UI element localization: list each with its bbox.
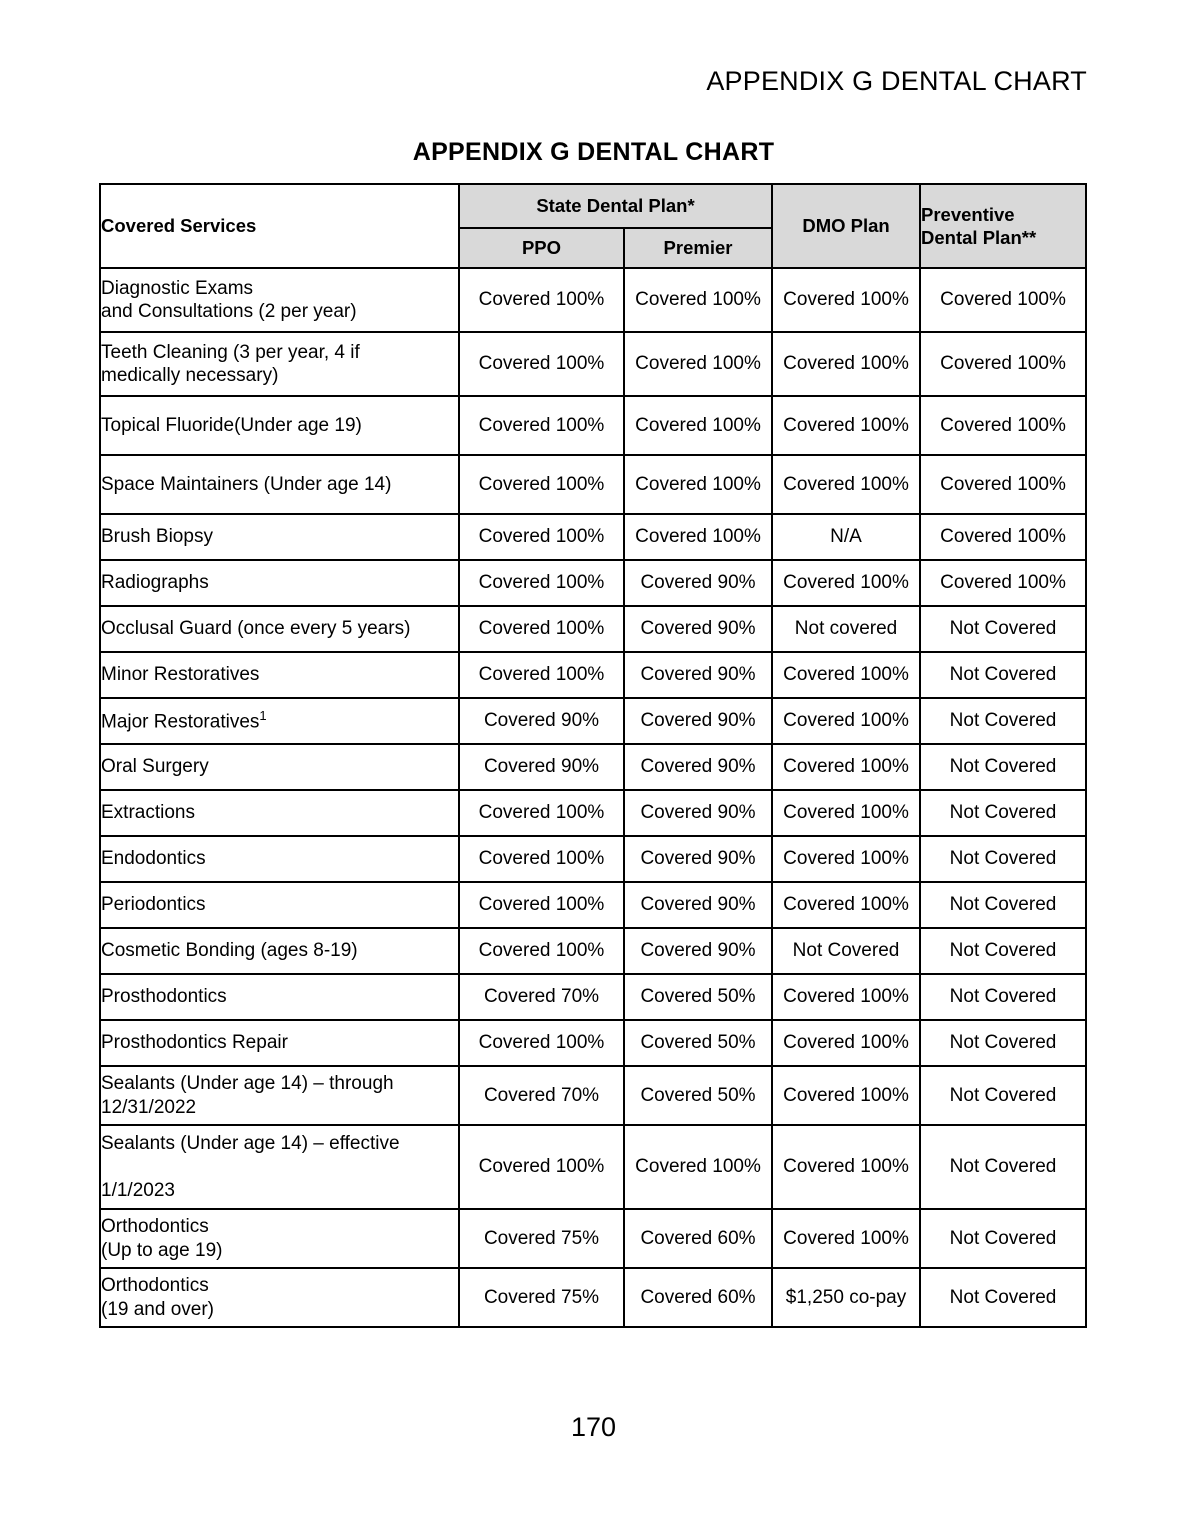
cell-ppo: Covered 100% [459, 836, 624, 882]
column-header-premier: Premier [624, 228, 772, 268]
dental-chart-table [99, 183, 1087, 1328]
cell-dmo: Covered 100% [772, 698, 920, 744]
cell-preventive: Not Covered [920, 974, 1086, 1020]
table-row [100, 882, 1086, 928]
cell-dmo: Covered 100% [772, 836, 920, 882]
preventive-header-line-1: Preventive [921, 203, 1015, 225]
cell-dmo: Not Covered [772, 928, 920, 974]
table-row [100, 560, 1086, 606]
service-line-1: Orthodontics [101, 1216, 209, 1238]
table-row [100, 514, 1086, 560]
table-row [100, 1020, 1086, 1066]
cell-dmo: Covered 100% [772, 332, 920, 396]
table-row [100, 698, 1086, 744]
cell-premier: Covered 90% [624, 836, 772, 882]
running-header: APPENDIX G DENTAL CHART [706, 66, 1087, 96]
cell-premier: Covered 90% [624, 606, 772, 652]
cell-preventive: Covered 100% [920, 268, 1086, 332]
table-body [100, 268, 1086, 1327]
cell-ppo: Covered 100% [459, 928, 624, 974]
row-service-name: Oral Surgery [100, 744, 459, 790]
column-header-dmo-plan: DMO Plan [772, 184, 920, 268]
cell-preventive: Covered 100% [920, 332, 1086, 396]
cell-dmo: Covered 100% [772, 652, 920, 698]
cell-premier: Covered 100% [624, 332, 772, 396]
cell-preventive: Not Covered [920, 1209, 1086, 1268]
preventive-header-line-2: Dental Plan** [921, 227, 1037, 248]
cell-preventive: Not Covered [920, 606, 1086, 652]
row-service-name [100, 698, 459, 744]
cell-ppo: Covered 100% [459, 560, 624, 606]
row-service-name: Occlusal Guard (once every 5 years) [100, 606, 459, 652]
cell-ppo: Covered 75% [459, 1268, 624, 1327]
cell-premier: Covered 100% [624, 268, 772, 332]
cell-dmo: Covered 100% [772, 455, 920, 514]
cell-premier: Covered 90% [624, 560, 772, 606]
cell-premier: Covered 60% [624, 1209, 772, 1268]
row-service-name: Minor Restoratives [100, 652, 459, 698]
row-service-name: Radiographs [100, 560, 459, 606]
cell-preventive: Not Covered [920, 652, 1086, 698]
cell-dmo: Covered 100% [772, 974, 920, 1020]
service-line-2: (19 and over) [101, 1298, 215, 1320]
service-line-2: 1/1/2023 [101, 1179, 175, 1201]
service-line-1: Sealants (Under age 14) – effective [101, 1133, 400, 1155]
table-row [100, 790, 1086, 836]
cell-dmo: $1,250 co-pay [772, 1268, 920, 1327]
cell-preventive: Not Covered [920, 1125, 1086, 1209]
table-row [100, 1125, 1086, 1209]
page-title: APPENDIX G DENTAL CHART [412, 138, 775, 166]
cell-dmo: Covered 100% [772, 268, 920, 332]
cell-preventive: Not Covered [920, 836, 1086, 882]
cell-ppo: Covered 90% [459, 744, 624, 790]
column-header-covered-services: Covered Services [100, 184, 459, 268]
column-header-ppo: PPO [459, 228, 624, 268]
cell-ppo: Covered 100% [459, 790, 624, 836]
table-row [100, 928, 1086, 974]
cell-ppo: Covered 70% [459, 974, 624, 1020]
row-service-name: Brush Biopsy [100, 514, 459, 560]
cell-ppo: Covered 90% [459, 698, 624, 744]
table-row [100, 396, 1086, 455]
row-service-name: Topical Fluoride(Under age 19) [100, 396, 459, 455]
cell-preventive: Covered 100% [920, 560, 1086, 606]
table-row [100, 744, 1086, 790]
cell-ppo: Covered 75% [459, 1209, 624, 1268]
cell-ppo: Covered 100% [459, 1125, 624, 1209]
cell-dmo: Covered 100% [772, 744, 920, 790]
row-service-name [100, 1066, 459, 1125]
cell-preventive: Not Covered [920, 882, 1086, 928]
cell-dmo: Covered 100% [772, 882, 920, 928]
cell-premier: Covered 50% [624, 1020, 772, 1066]
row-service-name [100, 1125, 459, 1209]
cell-dmo: Covered 100% [772, 1209, 920, 1268]
row-service-name: Space Maintainers (Under age 14) [100, 455, 459, 514]
service-line-1: Orthodontics [101, 1275, 209, 1297]
footnote-marker: 1 [259, 708, 267, 724]
cell-premier: Covered 60% [624, 1268, 772, 1327]
cell-preventive: Not Covered [920, 790, 1086, 836]
cell-preventive: Not Covered [920, 1066, 1086, 1125]
cell-ppo: Covered 100% [459, 332, 624, 396]
cell-premier: Covered 50% [624, 1066, 772, 1125]
page-number: 170 [570, 1412, 617, 1442]
service-line-2: and Consultations (2 per year) [101, 301, 357, 322]
table-header-row-1 [100, 184, 1086, 228]
table-row [100, 268, 1086, 332]
table-header [100, 184, 1086, 268]
cell-dmo: Covered 100% [772, 1125, 920, 1209]
cell-dmo: Covered 100% [772, 396, 920, 455]
cell-ppo: Covered 100% [459, 268, 624, 332]
cell-premier: Covered 100% [624, 514, 772, 560]
table-row [100, 332, 1086, 396]
row-service-name: Extractions [100, 790, 459, 836]
service-line-2: 12/31/2022 [101, 1096, 197, 1118]
cell-ppo: Covered 100% [459, 455, 624, 514]
row-service-name [100, 332, 459, 396]
cell-premier: Covered 90% [624, 744, 772, 790]
row-service-name: Endodontics [100, 836, 459, 882]
column-header-preventive-dental-plan [920, 184, 1086, 268]
cell-preventive: Not Covered [920, 1020, 1086, 1066]
cell-dmo: Covered 100% [772, 790, 920, 836]
row-service-name: Prosthodontics Repair [100, 1020, 459, 1066]
table-row [100, 455, 1086, 514]
table-row [100, 652, 1086, 698]
row-service-name [100, 1209, 459, 1268]
cell-preventive: Not Covered [920, 928, 1086, 974]
cell-ppo: Covered 100% [459, 882, 624, 928]
table-row [100, 1066, 1086, 1125]
cell-premier: Covered 100% [624, 455, 772, 514]
table-row [100, 836, 1086, 882]
table-row [100, 606, 1086, 652]
cell-preventive: Covered 100% [920, 455, 1086, 514]
row-service-name [100, 268, 459, 332]
cell-ppo: Covered 100% [459, 1020, 624, 1066]
table-row [100, 1209, 1086, 1268]
row-service-name: Prosthodontics [100, 974, 459, 1020]
service-line-1: Major Restoratives [101, 711, 260, 733]
cell-ppo: Covered 100% [459, 606, 624, 652]
cell-premier: Covered 90% [624, 652, 772, 698]
cell-preventive: Not Covered [920, 698, 1086, 744]
dental-chart-table-wrapper [99, 183, 1085, 1328]
cell-ppo: Covered 100% [459, 396, 624, 455]
cell-premier: Covered 100% [624, 1125, 772, 1209]
service-line-2: medically necessary) [101, 365, 279, 386]
cell-premier: Covered 90% [624, 698, 772, 744]
cell-dmo: Covered 100% [772, 1020, 920, 1066]
cell-preventive: Covered 100% [920, 514, 1086, 560]
table-row [100, 1268, 1086, 1327]
cell-preventive: Not Covered [920, 744, 1086, 790]
service-line-1: Diagnostic Exams [101, 277, 254, 299]
cell-premier: Covered 90% [624, 882, 772, 928]
cell-dmo: Not covered [772, 606, 920, 652]
cell-premier: Covered 90% [624, 790, 772, 836]
cell-premier: Covered 90% [624, 928, 772, 974]
row-service-name [100, 1268, 459, 1327]
cell-premier: Covered 50% [624, 974, 772, 1020]
cell-dmo: Covered 100% [772, 560, 920, 606]
row-service-name: Periodontics [100, 882, 459, 928]
table-row [100, 974, 1086, 1020]
service-line-1: Teeth Cleaning (3 per year, 4 if [101, 341, 360, 363]
cell-dmo: Covered 100% [772, 1066, 920, 1125]
cell-preventive: Covered 100% [920, 396, 1086, 455]
cell-premier: Covered 100% [624, 396, 772, 455]
cell-ppo: Covered 100% [459, 514, 624, 560]
row-service-name: Cosmetic Bonding (ages 8-19) [100, 928, 459, 974]
cell-dmo: N/A [772, 514, 920, 560]
cell-preventive: Not Covered [920, 1268, 1086, 1327]
cell-ppo: Covered 100% [459, 652, 624, 698]
service-line-1: Sealants (Under age 14) – through [101, 1073, 394, 1095]
cell-ppo: Covered 70% [459, 1066, 624, 1125]
column-header-state-dental-plan: State Dental Plan* [459, 184, 772, 228]
service-line-2: (Up to age 19) [101, 1239, 223, 1261]
